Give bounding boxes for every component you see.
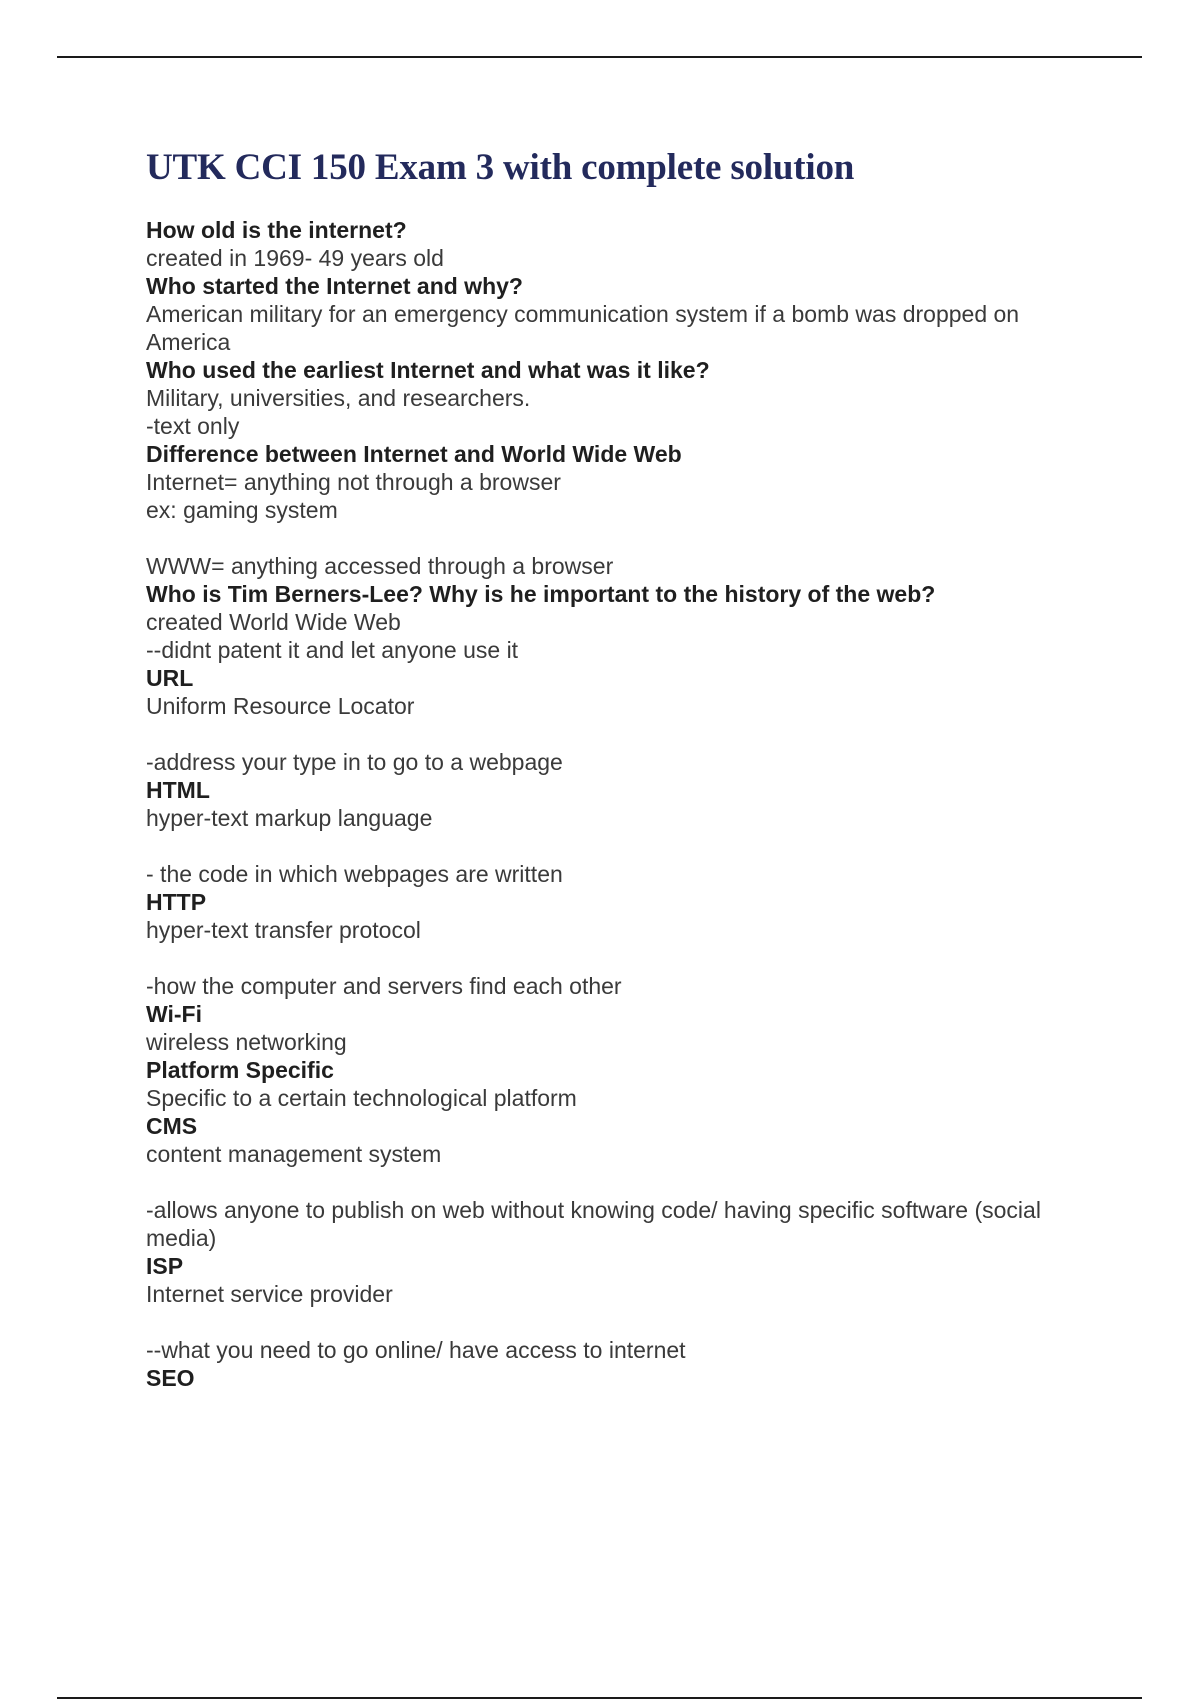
document-title: UTK CCI 150 Exam 3 with complete solution [146, 147, 855, 188]
question: Difference between Internet and World Wide Web [146, 441, 682, 467]
answer-line: America [146, 329, 231, 355]
answer-line: -text only [146, 413, 240, 439]
answer-line [146, 720, 1106, 748]
document-body [146, 146, 1106, 1392]
question: HTML [146, 777, 210, 803]
question: Who started the Internet and why? [146, 273, 523, 299]
question: Platform Specific [146, 1057, 334, 1083]
answer-line: Internet service provider [146, 1281, 393, 1307]
answer-line: ex: gaming system [146, 497, 338, 523]
qa-item [146, 1112, 1106, 1252]
qa-item [146, 1252, 1106, 1364]
question: How old is the internet? [146, 217, 407, 243]
answer-line: -address your type in to go to a webpage [146, 749, 563, 775]
answer-line: -allows anyone to publish on web without knowing code/ having specific software (social [146, 1197, 1041, 1223]
answer-line: - the code in which webpages are written [146, 861, 563, 887]
answer-line: created World Wide Web [146, 609, 401, 635]
answer-line [146, 1168, 1106, 1196]
qa-item [146, 272, 1106, 356]
question: URL [146, 665, 194, 691]
answer-line: media) [146, 1225, 217, 1251]
question: SEO [146, 1365, 195, 1391]
answer-line: American military for an emergency communication system if a bomb was dropped on [146, 301, 1020, 327]
answer-line: created in 1969- 49 years old [146, 245, 444, 271]
answer-line [146, 832, 1106, 860]
qa-item [146, 1364, 1106, 1392]
answer-line: WWW= anything accessed through a browser [146, 553, 614, 579]
qa-item [146, 776, 1106, 888]
answer-line [146, 524, 1106, 552]
top-rule [57, 56, 1142, 58]
question: ISP [146, 1253, 184, 1279]
answer-line [146, 944, 1106, 972]
question: CMS [146, 1113, 198, 1139]
answer-line: hyper-text markup language [146, 805, 433, 831]
answer-line: hyper-text transfer protocol [146, 917, 421, 943]
question: Who is Tim Berners-Lee? Why is he important to the history of the web? [146, 581, 936, 607]
bottom-rule [57, 1697, 1142, 1699]
question: Who used the earliest Internet and what was it like? [146, 357, 710, 383]
qa-list [146, 216, 1106, 1392]
qa-item [146, 888, 1106, 1000]
qa-item [146, 1000, 1106, 1056]
qa-item [146, 216, 1106, 272]
answer-line: Military, universities, and researchers. [146, 385, 531, 411]
answer-line: --what you need to go online/ have access to internet [146, 1337, 686, 1363]
question: HTTP [146, 889, 207, 915]
answer-line: Internet= anything not through a browser [146, 469, 561, 495]
answer-line: Specific to a certain technological platform [146, 1085, 577, 1111]
answer-line: -how the computer and servers find each other [146, 973, 622, 999]
qa-item [146, 664, 1106, 776]
answer-line: wireless networking [146, 1029, 347, 1055]
qa-item [146, 356, 1106, 440]
qa-item [146, 1056, 1106, 1112]
question: Wi-Fi [146, 1001, 202, 1027]
qa-item [146, 580, 1106, 664]
qa-item [146, 440, 1106, 580]
answer-line: content management system [146, 1141, 442, 1167]
answer-line [146, 1308, 1106, 1336]
answer-line: --didnt patent it and let anyone use it [146, 637, 519, 663]
answer-line: Uniform Resource Locator [146, 693, 415, 719]
